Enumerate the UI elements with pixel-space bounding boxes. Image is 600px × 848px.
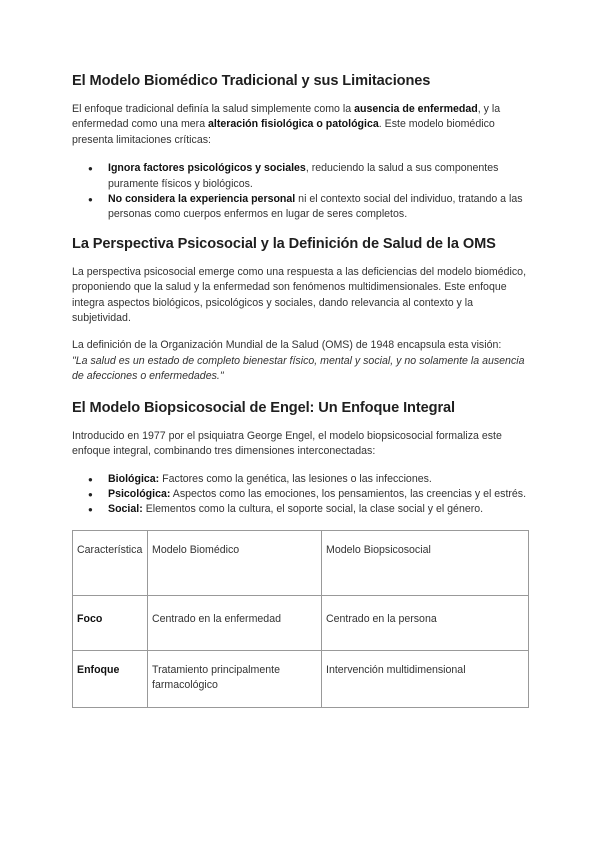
text-span: . Este modelo biomédico presenta limitaciones críticas: [72, 118, 495, 146]
text-span: Factores como la genética, las lesiones o las infecciones. [159, 472, 432, 485]
list-item [72, 472, 528, 487]
biomedical-paragraph [72, 102, 528, 148]
table-cell: Intervención multidimensional [322, 650, 529, 707]
bold-span: No considera la experiencia personal [108, 193, 296, 206]
bold-span: Social: [108, 503, 143, 516]
list-item [72, 502, 528, 517]
cell-text: Característica [77, 543, 143, 556]
bold-span: alteración fisiológica o patológica [208, 118, 379, 131]
table-cell: Centrado en la persona [322, 595, 529, 650]
table-header-row [73, 530, 529, 595]
table-cell: Tratamiento principalmente farmacológico [148, 650, 322, 707]
table-cell: Centrado en la enfermedad [148, 595, 322, 650]
bold-span: Psicológica: [108, 487, 171, 500]
table-row [73, 650, 529, 707]
table-cell: Foco [73, 595, 148, 650]
who-definition-paragraph [72, 338, 528, 384]
table-header-cell: Modelo Biopsicosocial [322, 530, 529, 595]
list-item [72, 161, 528, 192]
comparison-table [72, 530, 529, 708]
text-span: Aspectos como las emociones, los pensamientos, las creencias y el estrés. [170, 487, 527, 500]
text-span: La definición de la Organización Mundial de la Salud (OMS) de 1948 encapsula esta visión: [72, 339, 502, 352]
table-header-cell [73, 530, 148, 595]
text-span: El enfoque tradicional definía la salud simplemente como la [72, 103, 355, 115]
text-span: , y la enfermedad como una mera [72, 103, 501, 131]
table-cell: Enfoque [73, 650, 148, 707]
bold-span: Biológica: [108, 472, 160, 485]
engel-paragraph: Introducido en 1977 por el psiquiatra George Engel, el modelo biopsicosocial formaliza este enfoque integral, combinando tres dimensiones interconectadas: [72, 429, 502, 458]
bold-span: Ignora factores psicológicos y sociales [108, 162, 306, 175]
section-title-psychosocial: La Perspectiva Psicosocial y la Definición de Salud de la OMS [72, 235, 496, 252]
list-item [72, 192, 528, 223]
text-span: ni el contexto social del individuo, tratando a las personas como cuerpos enfermos en lugar de seres completos. [108, 193, 523, 221]
psychosocial-paragraph: La perspectiva psicosocial emerge como una respuesta a las deficiencias del modelo biomédico, proponiendo que la salud y la enfermedad son fenómenos multidimensionales. Este enfoque integra aspectos biológicos, psicológicos y sociales, dando relevancia al contexto y la subjetividad. [72, 265, 527, 325]
section-title-biomedical: El Modelo Biomédico Tradicional y sus Limitaciones [72, 73, 431, 89]
document-page [72, 72, 528, 708]
table-header-cell: Modelo Biomédico [148, 530, 322, 595]
list-item [72, 487, 528, 502]
table-row [73, 595, 529, 650]
text-span: , reduciendo la salud a sus componentes puramente físicos y biológicos. [108, 162, 499, 190]
limitations-list [72, 161, 528, 223]
section-title-engel: El Modelo Biopsicosocial de Engel: Un Enfoque Integral [72, 399, 455, 416]
dimensions-list [72, 472, 528, 518]
bold-span: ausencia de enfermedad [354, 103, 478, 115]
who-quote: "La salud es un estado de completo bienestar físico, mental y social, y no solamente la ausencia de afecciones o enfermedades." [72, 354, 525, 383]
text-span: Elementos como la cultura, el soporte social, la clase social y el género. [142, 503, 484, 516]
